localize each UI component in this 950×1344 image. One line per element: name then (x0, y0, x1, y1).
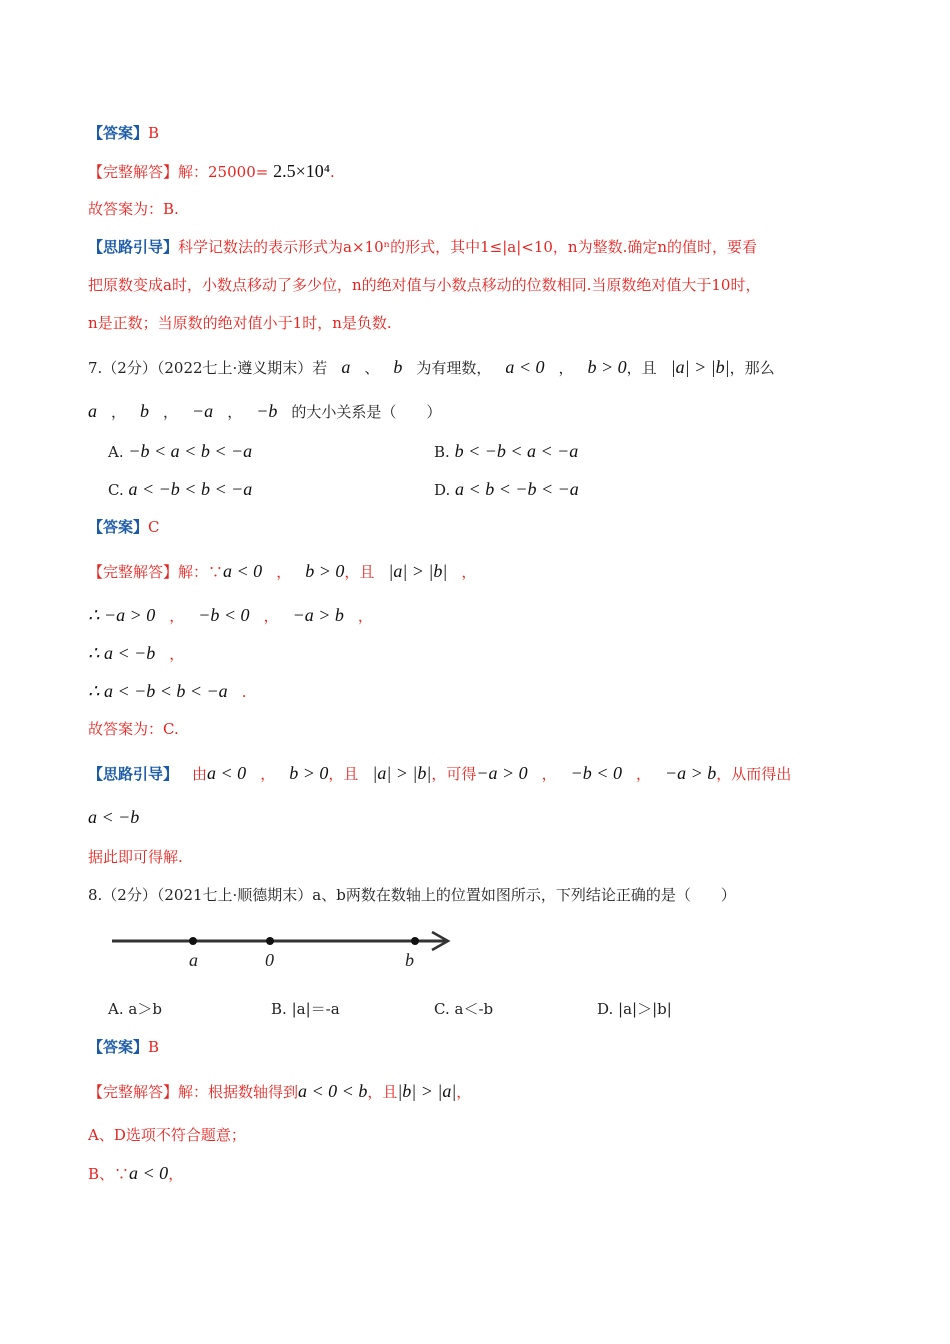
answer-value: B (148, 1038, 160, 1056)
solution-end: ， (456, 1083, 472, 1101)
q7-step1 (88, 604, 373, 627)
q8-stem: 8.（2分）（2021七上·顺德期末）a、b两数在数轴上的位置如图所示，下列结论正确的是（ ） (88, 886, 736, 904)
comma: ， (635, 765, 651, 783)
point-zero (266, 937, 274, 945)
q7-stem-part5: 的大小关系是（ ） (291, 403, 442, 421)
line-b-math: a < 0 (129, 1163, 169, 1183)
label-b: b (405, 950, 414, 970)
solution-math: 2.5×10⁴ (273, 161, 331, 181)
solution-tag: 【完整解答】 (88, 1083, 179, 1101)
q7-step3: ∴ a < −b < b < −a . (88, 681, 247, 701)
q6-conclusion: 故答案为：B. (88, 200, 179, 218)
option-label: A. (108, 1000, 124, 1018)
option-label: B. (434, 443, 450, 461)
option-label: C. (434, 1000, 450, 1018)
option-label: C. (108, 481, 124, 499)
comma: ， (461, 563, 477, 581)
solution-and: ，且 (344, 563, 375, 581)
hint-and: ，且 (328, 765, 359, 783)
hint-cond: |a| > |b| (372, 763, 432, 783)
option-expr: b < −b < a < −a (454, 441, 579, 461)
cond-abs: |a| > |b| (670, 357, 730, 377)
var-a: a (341, 357, 351, 377)
solution-cond1: a < 0 < b (298, 1081, 368, 1101)
line-b-prefix: B、∵ (88, 1165, 130, 1183)
step-expr: −b < 0 (198, 605, 250, 625)
hint-tag: 【思路引导】 (88, 238, 179, 256)
solution-cond3: |a| > |b| (388, 561, 448, 581)
hint-tag: 【思路引导】 (88, 765, 179, 783)
q7-hint-line1 (88, 762, 791, 785)
solution-and: ，且 (367, 1083, 398, 1101)
hint-prefix: 由 (192, 765, 208, 783)
q7-solution-line (88, 560, 476, 583)
solution-tag: 【完整解答】 (88, 163, 179, 181)
comma: ， (227, 403, 243, 421)
cond-b-pos: b > 0 (587, 357, 627, 377)
comma: ， (169, 645, 185, 663)
q7-hint-line3: 据此即可得解. (88, 848, 183, 866)
comma: ， (260, 765, 276, 783)
q8-solution-line (88, 1080, 471, 1103)
option-label: D. (597, 1000, 614, 1018)
answer-tag: 【答案】 (88, 124, 149, 142)
option-label: B. (271, 1000, 287, 1018)
comma: ， (541, 765, 557, 783)
hint-cond: a < 0 (207, 763, 247, 783)
option-expr: a＞b (128, 1000, 162, 1018)
q7-option-c (108, 478, 252, 501)
hint-cond: b > 0 (289, 763, 329, 783)
q7-option-a (108, 440, 252, 463)
q7-stem-part1: 7.（2分）（2022七上·遵义期末）若 (88, 359, 328, 377)
term: −b (256, 401, 278, 421)
comma: ， (357, 607, 373, 625)
q6-answer-line (88, 122, 159, 144)
q8-option-b (271, 998, 340, 1020)
q7-option-b (434, 440, 578, 463)
q6-solution-line (88, 160, 335, 183)
comma: ， (169, 607, 185, 625)
q8-answer-line (88, 1036, 159, 1058)
solution-suffix: . (330, 163, 335, 181)
term: −a (192, 401, 214, 421)
solution-cond2: b > 0 (305, 561, 345, 581)
q8-line-b (88, 1162, 183, 1185)
cond-a-neg: a < 0 (505, 357, 545, 377)
hint-result: −a > 0 (476, 763, 528, 783)
point-a (189, 937, 197, 945)
q6-hint-line1 (88, 236, 757, 258)
hint-result: a < −b (88, 807, 140, 827)
label-zero: 0 (265, 950, 274, 970)
solution-cond2: |b| > |a| (397, 1081, 457, 1101)
step-expr: ∴ a < −b < b < −a (88, 681, 228, 701)
answer-tag: 【答案】 (88, 518, 149, 536)
q7-stem-part4: ，那么 (729, 359, 775, 377)
solution-prefix: 解：根据数轴得到 (178, 1083, 299, 1101)
comma: ， (558, 359, 574, 377)
q7-option-d (434, 478, 579, 501)
answer-value: B (148, 124, 160, 142)
q7-stem-part3: ，且 (626, 359, 657, 377)
q7-stem-line1 (88, 356, 775, 379)
option-expr: a＜-b (454, 1000, 494, 1018)
answer-tag: 【答案】 (88, 1038, 149, 1056)
option-label: D. (434, 481, 451, 499)
hint-result: −b < 0 (570, 763, 622, 783)
solution-tag: 【完整解答】 (88, 563, 179, 581)
q7-conclusion: 故答案为：C. (88, 720, 179, 738)
q8-option-c (434, 998, 493, 1020)
q8-option-a (108, 998, 162, 1020)
step-expr: ∴ a < −b (88, 643, 156, 663)
answer-value: C (148, 518, 160, 536)
comma: ， (276, 563, 292, 581)
term: b (140, 401, 150, 421)
q7-hint-line2 (88, 806, 139, 829)
comma: ， (163, 403, 179, 421)
q7-answer-line (88, 516, 160, 538)
q6-hint-line3: n是正数；当原数的绝对值小于1时，n是负数. (88, 314, 392, 332)
term: a (88, 401, 97, 421)
var-b: b (393, 357, 403, 377)
point-b (411, 937, 419, 945)
q7-stem-line2 (88, 400, 441, 423)
hint-result: −a > b (664, 763, 717, 783)
hint-tail: ，从而得出 (716, 765, 792, 783)
q6-hint-line2: 把原数变成a时，小数点移动了多少位，n的绝对值与小数点移动的位数相同.当原数绝对值大于10时， (88, 276, 761, 294)
number-line-figure (110, 928, 460, 974)
comma: ， (263, 607, 279, 625)
hint-mid: ，可得 (431, 765, 477, 783)
q7-stem-part2: 为有理数， (416, 359, 492, 377)
comma: ， (111, 403, 127, 421)
solution-prefix: 解：∵ (178, 563, 224, 581)
q8-line-ad: A、D选项不符合题意； (88, 1126, 246, 1144)
solution-cond1: a < 0 (223, 561, 263, 581)
line-b-end: ， (168, 1165, 184, 1183)
hint-text: 科学记数法的表示形式为a×10ⁿ的形式，其中1≤|a|<10，n为整数.确定n的值时，要看 (178, 238, 758, 256)
solution-prefix: 解：25000= (178, 163, 269, 181)
step-expr: −a > b (292, 605, 344, 625)
q7-step2 (88, 642, 184, 665)
step-expr: ∴ −a > 0 (88, 605, 156, 625)
option-label: A. (108, 443, 124, 461)
option-expr: |a|＝-a (291, 1000, 340, 1018)
option-expr: |a|＞|b| (618, 1000, 672, 1018)
label-a: a (189, 950, 198, 970)
option-expr: a < b < −b < −a (455, 479, 579, 499)
option-expr: −b < a < b < −a (128, 441, 253, 461)
option-expr: a < −b < b < −a (128, 479, 253, 499)
q8-option-d (597, 998, 672, 1020)
sep: 、 (364, 359, 380, 377)
